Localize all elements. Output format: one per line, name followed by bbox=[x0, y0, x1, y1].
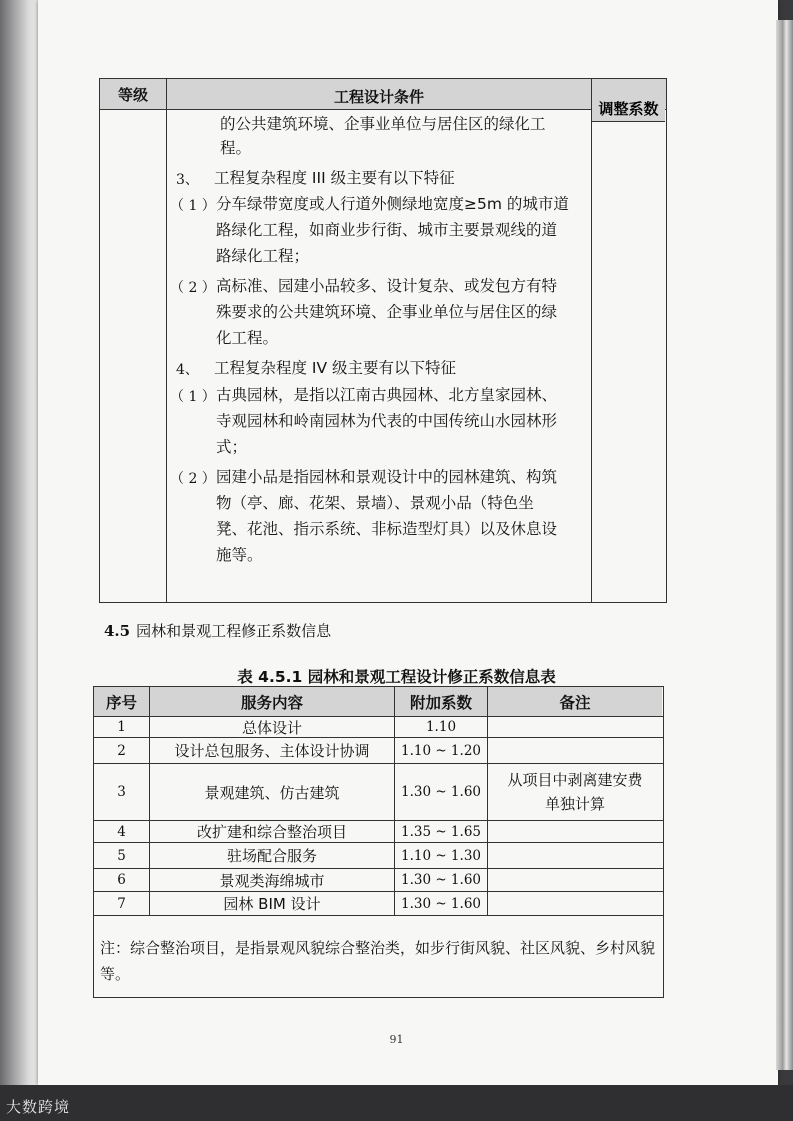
condition-line: 施等。 bbox=[216, 546, 263, 564]
page-number: 91 bbox=[389, 1033, 404, 1046]
condition-line: 式； bbox=[216, 438, 248, 456]
service-cell: 景观类海绵城市 bbox=[150, 869, 395, 891]
table-row bbox=[94, 892, 663, 916]
condition-line: 工程复杂程度 III 级主要有以下特征 bbox=[214, 169, 455, 187]
condition-line: 的公共建筑环境、企事业单位与居住区的绿化工 bbox=[220, 115, 546, 133]
header-conditions: 工程设计条件 bbox=[333, 87, 424, 106]
coef-cell: 1.30 ~ 1.60 bbox=[395, 892, 488, 915]
remark-cell bbox=[488, 892, 662, 915]
row-number: 3 bbox=[94, 764, 150, 820]
list-marker: （ 1 ） bbox=[170, 389, 216, 405]
section-heading bbox=[104, 620, 331, 641]
condition-line: 凳、花池、指示系统、非标造型灯具）以及休息设 bbox=[216, 520, 558, 538]
table-header-row bbox=[94, 687, 663, 717]
service-cell: 总体设计 bbox=[150, 717, 395, 737]
column-divider bbox=[166, 79, 167, 602]
service-cell: 园林 BIM 设计 bbox=[150, 892, 395, 915]
condition-line: 路绿化工程，如商业步行街、城市主要景观线的道 bbox=[216, 221, 558, 239]
table-row bbox=[94, 843, 663, 869]
condition-line: 工程复杂程度 IV 级主要有以下特征 bbox=[214, 359, 457, 377]
service-cell: 驻场配合服务 bbox=[150, 843, 395, 868]
table-row bbox=[94, 821, 663, 843]
section-title: 园林和景观工程修正系数信息 bbox=[136, 622, 332, 640]
table-row bbox=[94, 764, 663, 821]
remark-cell bbox=[488, 843, 662, 868]
table-row bbox=[94, 738, 663, 764]
coef-cell: 1.10 bbox=[395, 717, 488, 737]
header-adjustment: 调整系数 bbox=[592, 96, 665, 122]
table-note: 注：综合整治项目，是指景观风貌综合整治类，如步行街风貌、社区风貌、乡村风貌等。 bbox=[100, 939, 656, 983]
coefficient-table bbox=[93, 686, 664, 998]
list-marker: （ 2 ） bbox=[170, 280, 216, 296]
page-stack-edge bbox=[776, 20, 793, 1070]
remark-cell bbox=[488, 821, 662, 842]
remark-cell bbox=[488, 738, 662, 763]
row-number: 1 bbox=[94, 717, 150, 737]
coef-cell: 1.30 ~ 1.60 bbox=[395, 869, 488, 891]
list-marker: （ 2 ） bbox=[170, 471, 216, 487]
book-gutter bbox=[0, 0, 40, 1121]
header-remark: 备注 bbox=[488, 687, 662, 716]
service-cell: 景观建筑、仿古建筑 bbox=[150, 764, 395, 820]
remark-cell: 从项目中剥离建安费单独计算 bbox=[507, 771, 643, 813]
scan-background bbox=[0, 1085, 793, 1121]
remark-cell bbox=[488, 717, 662, 737]
row-number: 7 bbox=[94, 892, 150, 915]
condition-line: 高标准、园建小品较多、设计复杂、或发包方有特 bbox=[216, 277, 558, 295]
condition-line: 程。 bbox=[220, 139, 252, 157]
condition-line: 寺观园林和岭南园林为代表的中国传统山水园林形 bbox=[216, 412, 558, 430]
row-number: 6 bbox=[94, 869, 150, 891]
coef-cell: 1.30 ~ 1.60 bbox=[395, 764, 488, 820]
condition-line: 分车绿带宽度或人行道外侧绿地宽度≥5m 的城市道 bbox=[216, 195, 569, 213]
condition-line: 化工程。 bbox=[216, 329, 279, 347]
condition-line: 园建小品是指园林和景观设计中的园林建筑、构筑 bbox=[216, 468, 558, 486]
table-row bbox=[94, 869, 663, 892]
service-cell: 改扩建和综合整治项目 bbox=[150, 821, 395, 842]
coef-cell: 1.10 ~ 1.30 bbox=[395, 843, 488, 868]
table-title: 表 4.5.1 园林和景观工程设计修正系数信息表 bbox=[237, 668, 556, 686]
header-no: 序号 bbox=[94, 687, 150, 716]
watermark-logo: 大数跨境 bbox=[6, 1098, 71, 1116]
coef-cell: 1.10 ~ 1.20 bbox=[395, 738, 488, 763]
list-marker: 4、 bbox=[176, 362, 199, 378]
list-marker: 3、 bbox=[176, 172, 199, 188]
section-number: 4.5 bbox=[104, 622, 131, 640]
header-service: 服务内容 bbox=[150, 687, 395, 716]
header-coef: 附加系数 bbox=[395, 687, 488, 716]
service-cell: 设计总包服务、主体设计协调 bbox=[150, 738, 395, 763]
column-divider bbox=[591, 79, 592, 602]
row-number: 2 bbox=[94, 738, 150, 763]
row-number: 5 bbox=[94, 843, 150, 868]
table-row bbox=[94, 717, 663, 738]
list-marker: （ 1 ） bbox=[170, 198, 216, 214]
header-grade: 等级 bbox=[117, 85, 148, 104]
condition-line: 路绿化工程； bbox=[216, 247, 310, 265]
coef-cell: 1.35 ~ 1.65 bbox=[395, 821, 488, 842]
row-number: 4 bbox=[94, 821, 150, 842]
remark-cell bbox=[488, 869, 662, 891]
condition-line: 物（亭、廊、花架、景墙）、景观小品（特色坐 bbox=[216, 494, 534, 512]
condition-line: 古典园林，是指以江南古典园林、北方皇家园林、 bbox=[216, 386, 558, 404]
condition-line: 殊要求的公共建筑环境、企事业单位与居住区的绿 bbox=[216, 303, 558, 321]
